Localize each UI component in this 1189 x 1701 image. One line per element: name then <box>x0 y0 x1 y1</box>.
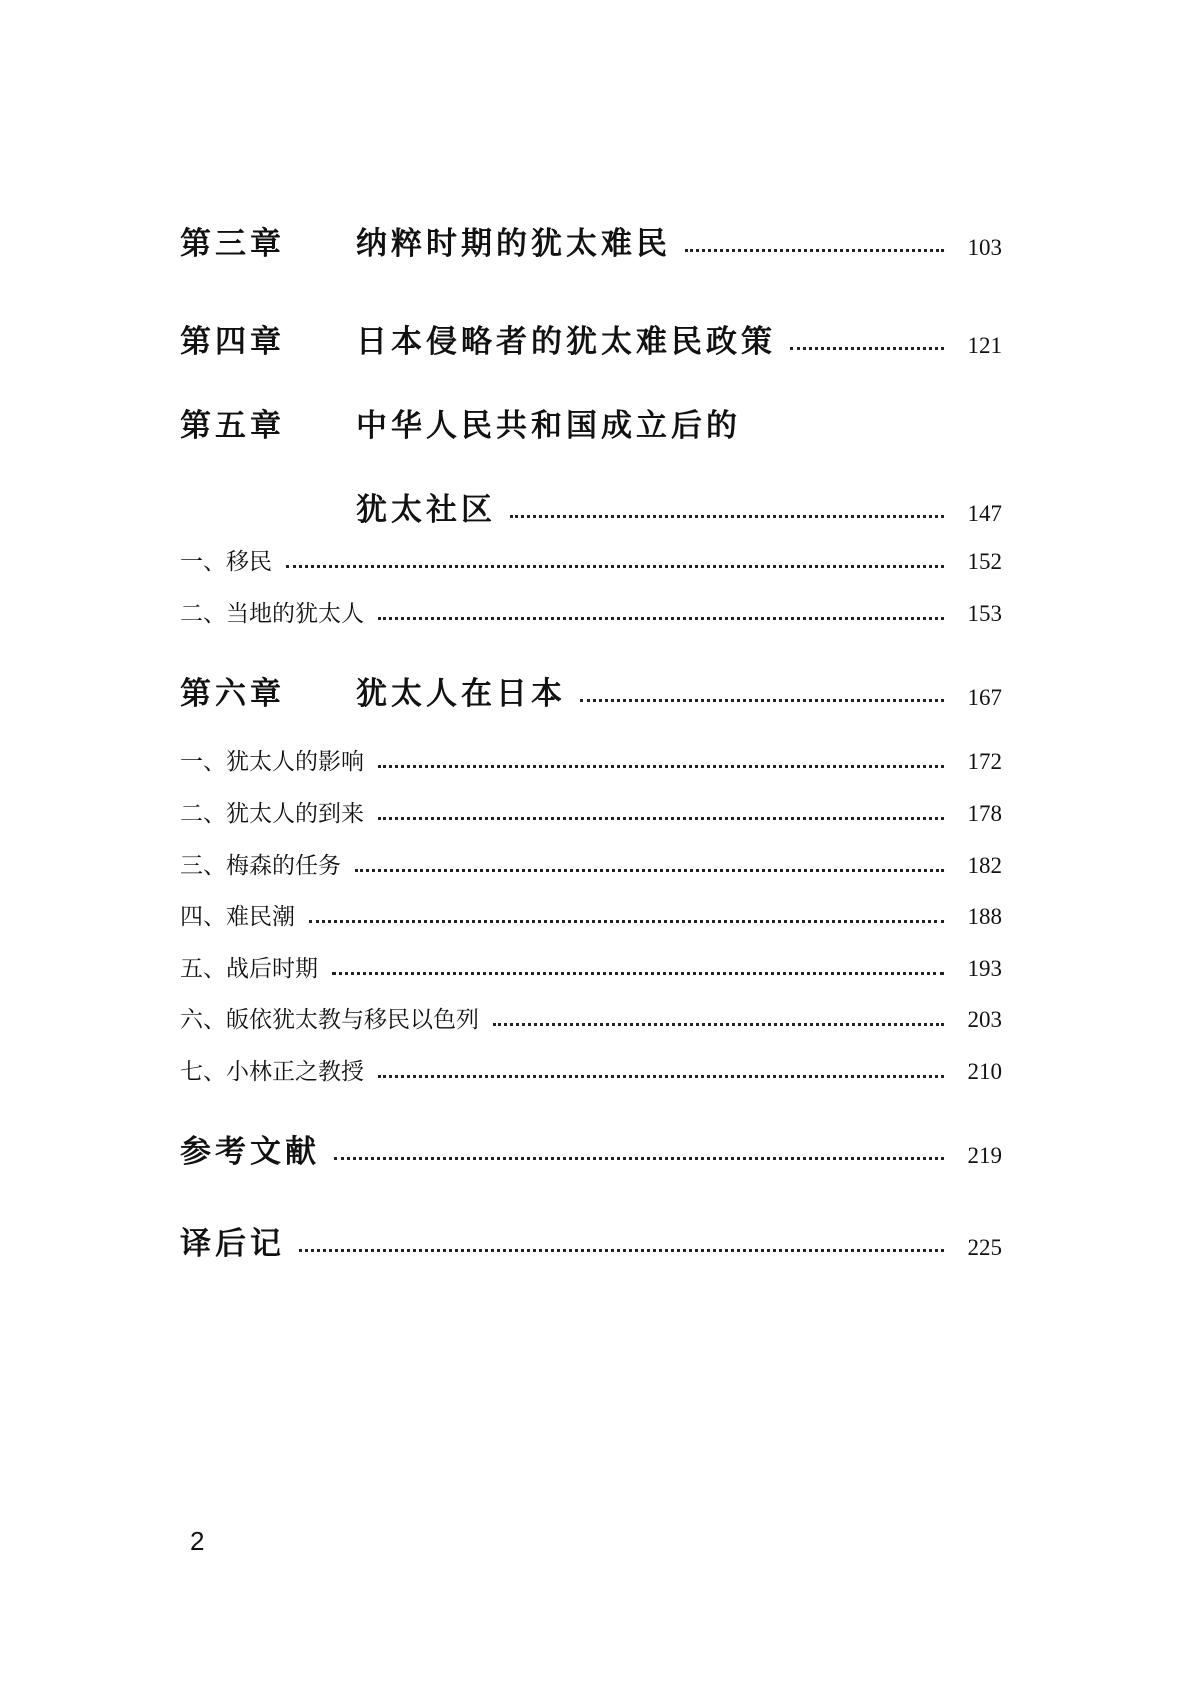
dot-leader <box>378 817 944 820</box>
chapter-title-line-1: 中华人民共和国成立后的 <box>356 408 741 444</box>
chapter-title: 犹太人在日本 <box>356 676 566 712</box>
dot-leader <box>378 617 944 620</box>
chapter-title-line-2: 犹太社区 <box>356 492 496 528</box>
toc-entry-afterword[interactable] <box>180 1224 1002 1264</box>
section-title: 二、当地的犹太人 <box>180 601 364 627</box>
section-title: 二、犹太人的到来 <box>180 801 364 827</box>
dot-leader <box>580 699 944 702</box>
back-matter-title: 参考文献 <box>180 1134 320 1170</box>
toc-section[interactable] <box>180 1004 1002 1036</box>
toc-entry-chapter-5[interactable] <box>180 406 1002 446</box>
section-title: 四、难民潮 <box>180 904 295 930</box>
section-title: 六、皈依犹太教与移民以色列 <box>180 1007 479 1033</box>
dot-leader <box>334 1157 944 1160</box>
page-ref: 225 <box>967 1235 1002 1260</box>
toc-entry-chapter-6[interactable] <box>180 674 1002 714</box>
section-title: 七、小林正之教授 <box>180 1059 364 1085</box>
page-ref: 153 <box>967 601 1002 626</box>
dot-leader <box>355 869 944 872</box>
dot-leader <box>309 920 944 923</box>
dot-leader <box>286 565 944 568</box>
dot-leader <box>378 765 944 768</box>
chapter-number: 第三章 <box>180 226 285 262</box>
dot-leader <box>510 515 944 518</box>
toc-section[interactable] <box>180 546 1002 578</box>
toc-section[interactable] <box>180 598 1002 630</box>
toc-section[interactable] <box>180 1056 1002 1088</box>
toc-entry-chapter-5-continued[interactable] <box>180 490 1002 530</box>
section-title: 一、移民 <box>180 549 272 575</box>
page-ref: 203 <box>967 1007 1002 1032</box>
chapter-title: 日本侵略者的犹太难民政策 <box>356 324 776 360</box>
page-ref: 167 <box>967 685 1002 710</box>
page-number: 2 <box>190 1526 205 1556</box>
page-ref: 188 <box>967 904 1002 929</box>
dot-leader <box>378 1075 944 1078</box>
page-ref: 147 <box>967 501 1002 526</box>
section-title: 三、梅森的任务 <box>180 853 341 879</box>
chapter-title: 纳粹时期的犹太难民 <box>356 226 671 262</box>
toc-entry-chapter-4[interactable] <box>180 322 1002 362</box>
page-ref: 172 <box>967 749 1002 774</box>
chapter-number: 第四章 <box>180 324 285 360</box>
page-ref: 182 <box>967 853 1002 878</box>
chapter-number: 第五章 <box>180 408 285 444</box>
toc-section[interactable] <box>180 901 1002 933</box>
dot-leader <box>493 1023 944 1026</box>
page-ref: 210 <box>967 1059 1002 1084</box>
page-ref: 178 <box>967 801 1002 826</box>
section-title: 五、战后时期 <box>180 956 318 982</box>
toc-section[interactable] <box>180 798 1002 830</box>
toc-entry-references[interactable] <box>180 1132 1002 1172</box>
page-ref: 152 <box>967 549 1002 574</box>
page-ref: 121 <box>967 333 1002 358</box>
chapter-number: 第六章 <box>180 676 285 712</box>
toc-section[interactable] <box>180 746 1002 778</box>
toc-section[interactable] <box>180 850 1002 882</box>
page-ref: 219 <box>967 1143 1002 1168</box>
toc-section[interactable] <box>180 953 1002 985</box>
dot-leader <box>332 972 944 975</box>
page-ref: 193 <box>967 956 1002 981</box>
section-title: 一、犹太人的影响 <box>180 749 364 775</box>
dot-leader <box>299 1249 944 1252</box>
dot-leader <box>685 249 944 252</box>
page-ref: 103 <box>967 235 1002 260</box>
dot-leader <box>790 347 944 350</box>
toc-entry-chapter-3[interactable] <box>180 224 1002 264</box>
back-matter-title: 译后记 <box>180 1226 285 1262</box>
